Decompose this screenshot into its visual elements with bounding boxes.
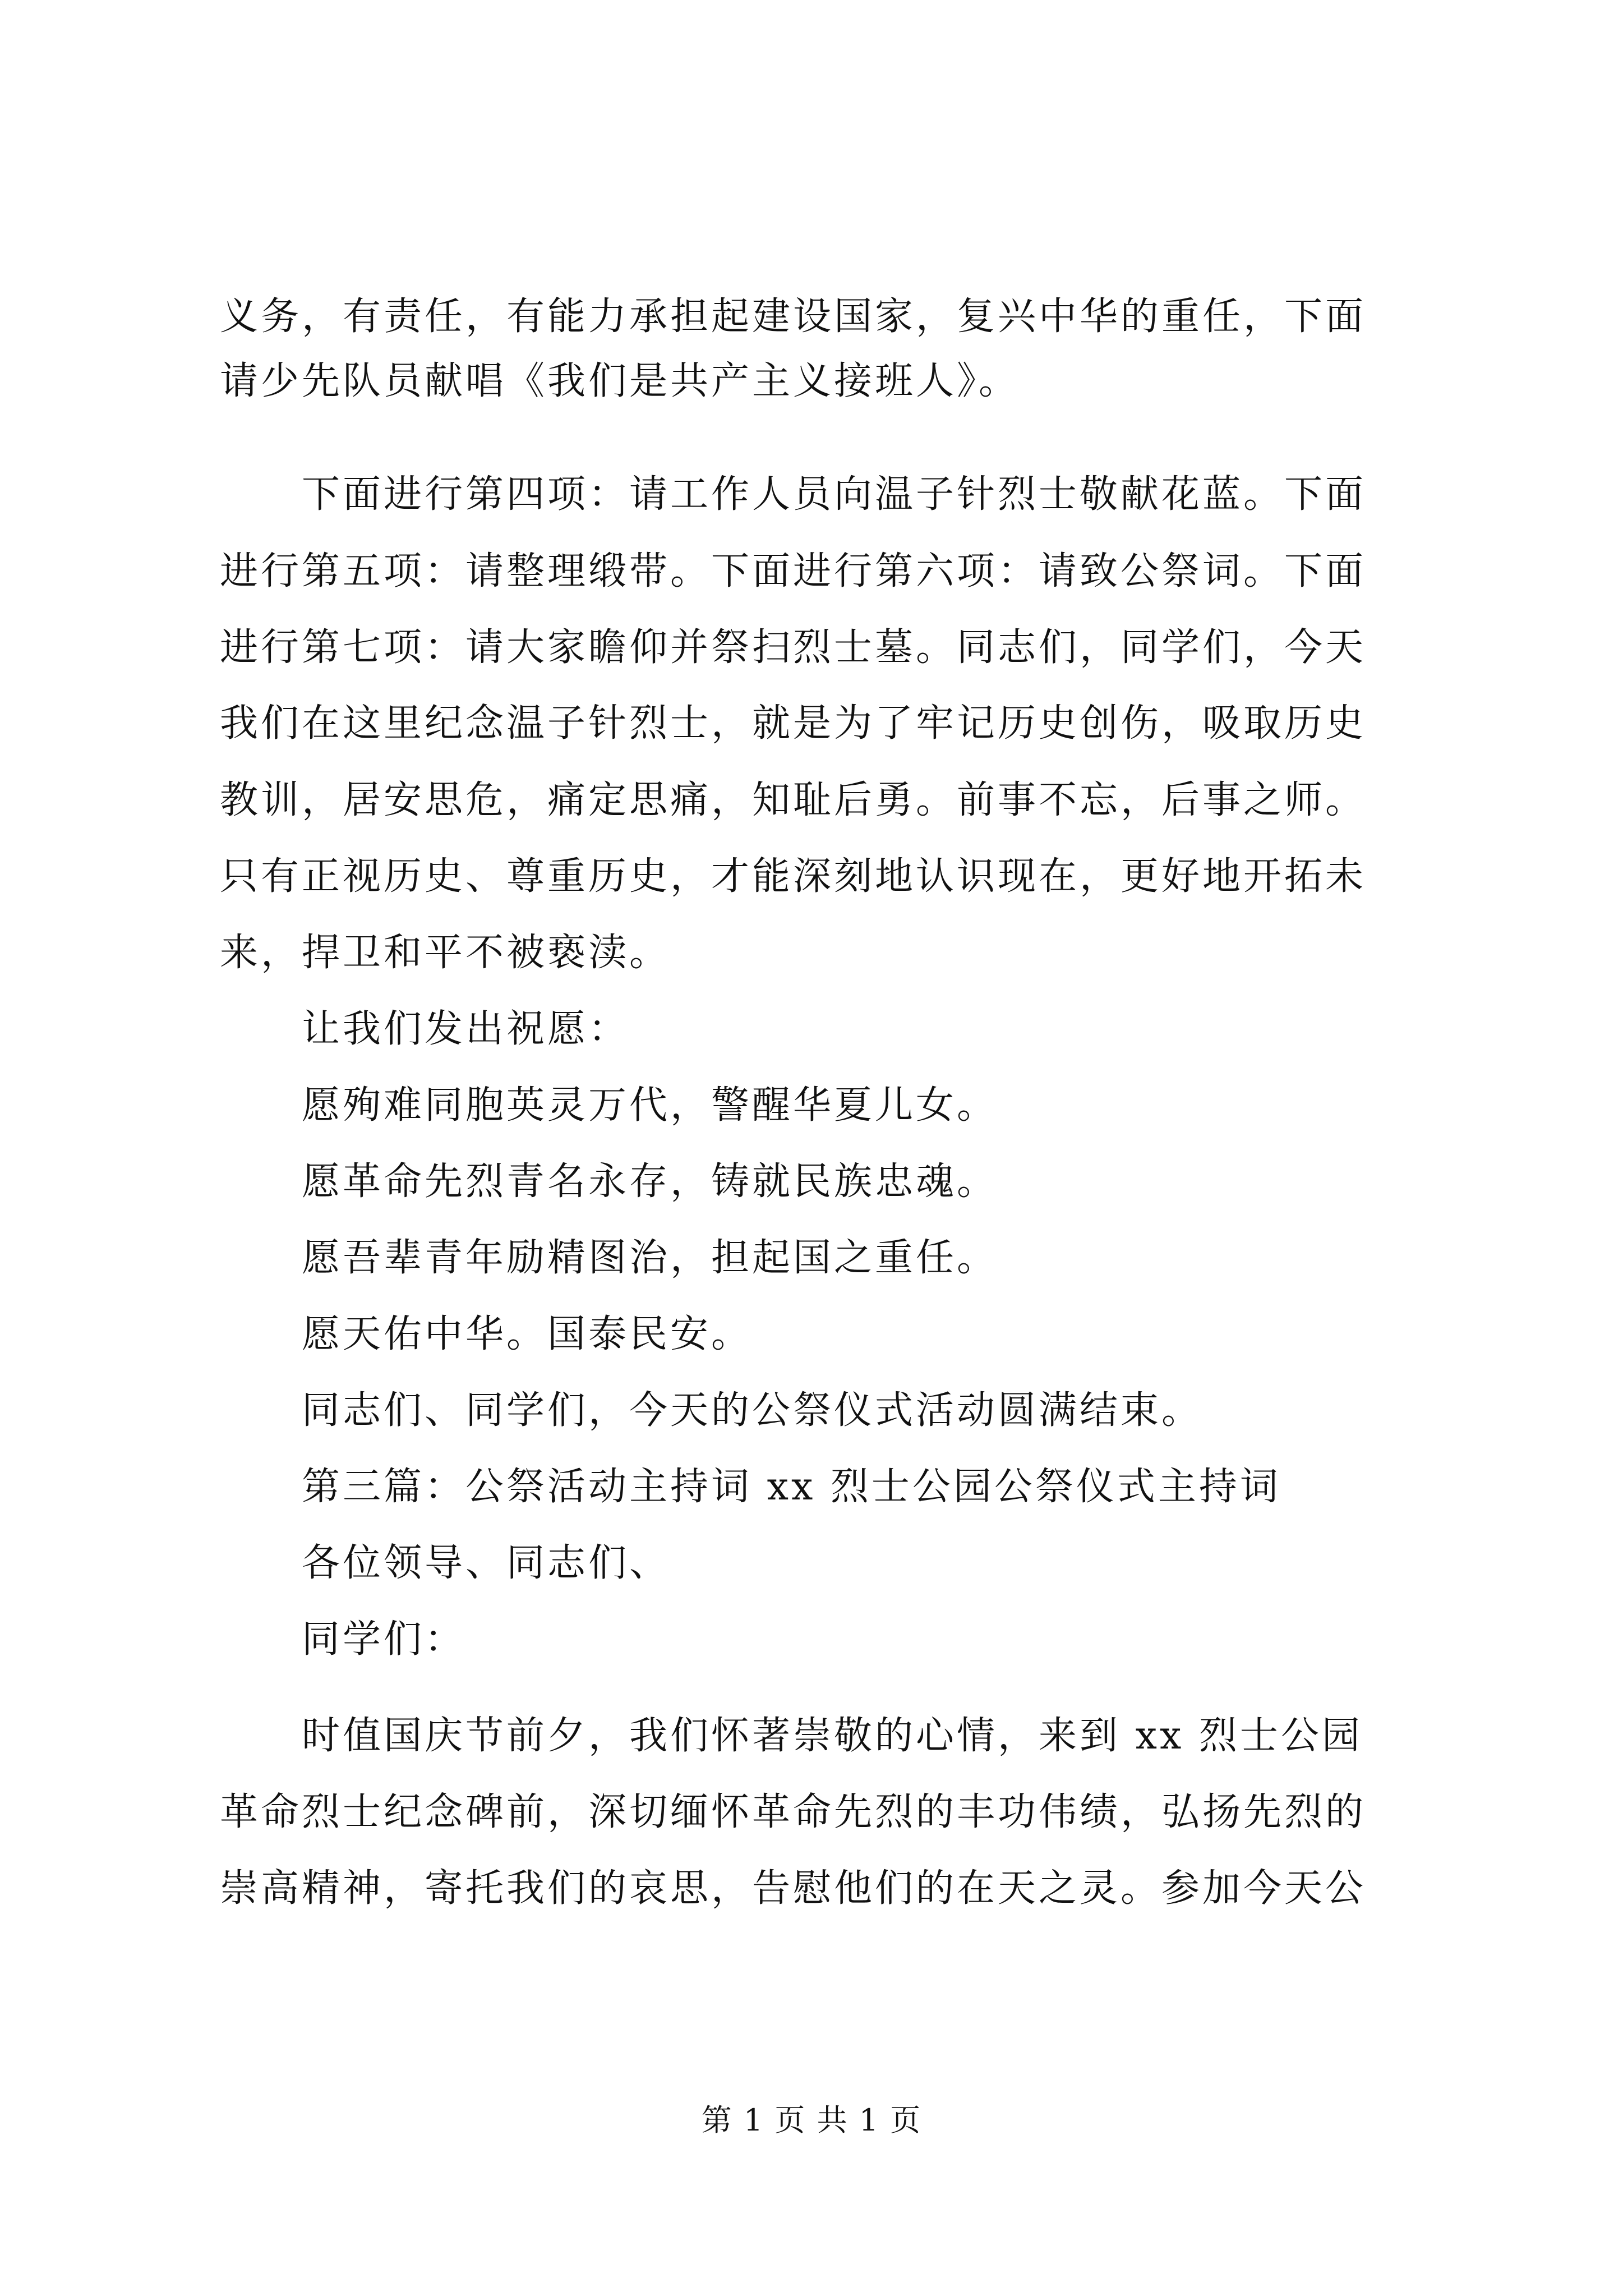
- body-line: 愿吾辈青年励精图治，担起国之重任。: [220, 1236, 998, 1280]
- body-line: 同学们：: [220, 1617, 466, 1662]
- body-line: 愿殉难同胞英灵万代，警醒华夏儿女。: [220, 1083, 998, 1128]
- body-line: 时值国庆节前夕，我们怀著崇敬的心情，来到 xx 烈士公园: [220, 1714, 1363, 1758]
- body-line: 义务，有责任，有能力承担起建设国家，复兴中华的重任，下面: [220, 295, 1367, 339]
- body-line: 来，捍卫和平不被亵渎。: [220, 931, 671, 975]
- body-line: 进行第五项：请整理缎带。下面进行第六项：请致公祭词。下面: [220, 549, 1367, 593]
- body-line: 我们在这里纪念温子针烈士，就是为了牢记历史创伤，吸取历史: [220, 701, 1367, 746]
- body-line: 让我们发出祝愿：: [220, 1007, 630, 1051]
- body-line: 只有正视历史、尊重历史，才能深刻地认识现在，更好地开拓未: [220, 854, 1367, 899]
- body-line: 崇高精神，寄托我们的哀思，告慰他们的在天之灵。参加今天公: [220, 1866, 1367, 1911]
- body-line: 教训，居安思危，痛定思痛，知耻后勇。前事不忘，后事之师。: [220, 778, 1367, 822]
- body-line: 同志们、同学们，今天的公祭仪式活动圆满结束。: [220, 1388, 1203, 1433]
- body-line: 愿革命先烈青名永存，铸就民族忠魂。: [220, 1159, 998, 1204]
- body-line: 各位领导、同志们、: [220, 1541, 671, 1585]
- section-heading: 第三篇：公祭活动主持词 xx 烈士公园公祭仪式主持词: [220, 1465, 1281, 1509]
- body-line: 愿天佑中华。国泰民安。: [220, 1312, 753, 1356]
- body-line: 进行第七项：请大家瞻仰并祭扫烈士墓。同志们，同学们，今天: [220, 625, 1367, 670]
- body-line: 下面进行第四项：请工作人员向温子针烈士敬献花蓝。下面: [220, 472, 1367, 517]
- body-line: 请少先队员献唱《我们是共产主义接班人》。: [220, 359, 1020, 403]
- page-number-footer: 第 1 页 共 1 页: [701, 2102, 922, 2138]
- body-line: 革命烈士纪念碑前，深切缅怀革命先烈的丰功伟绩，弘扬先烈的: [220, 1790, 1367, 1834]
